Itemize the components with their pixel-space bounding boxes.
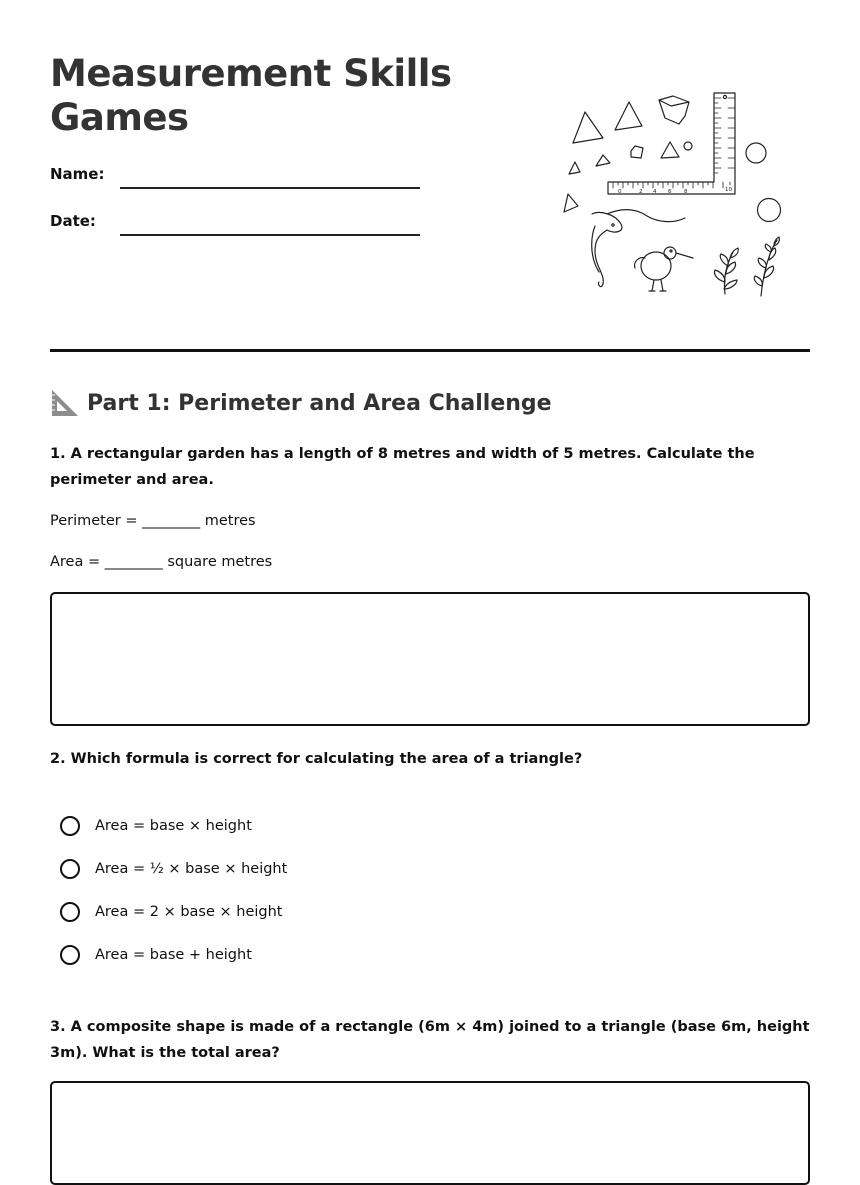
- ruler-tick-label: 2: [639, 189, 643, 195]
- option-a[interactable]: [60, 814, 252, 838]
- small-triangle-doodle: [569, 162, 580, 174]
- option-a-radio[interactable]: [60, 816, 80, 836]
- option-b[interactable]: [60, 857, 287, 881]
- perimeter-line: Perimeter = ________ metres: [50, 513, 256, 529]
- ruler-tick-label: 10: [725, 187, 732, 193]
- name-label: Name:: [50, 165, 105, 183]
- answer-box-3[interactable]: [50, 1081, 810, 1185]
- option-c-radio[interactable]: [60, 902, 80, 922]
- large-triangle-doodle: [573, 112, 603, 143]
- ruler-tick-label: 0: [618, 189, 622, 195]
- option-b-label: Area = ½ × base × height: [95, 861, 288, 877]
- option-d[interactable]: [60, 943, 252, 967]
- triangle-doodle: [615, 102, 642, 130]
- part1-heading: [50, 386, 552, 420]
- question-2-text: 2. Which formula is correct for calculating the area of a triangle?: [50, 751, 583, 767]
- option-b-radio[interactable]: [60, 859, 80, 879]
- name-field[interactable]: [120, 187, 420, 189]
- mouse-doodle: [592, 212, 622, 286]
- date-field[interactable]: [120, 234, 420, 236]
- fern-sprig-doodle: [754, 237, 779, 296]
- header-divider: [50, 349, 810, 352]
- bird-doodle: [635, 247, 693, 291]
- circle-doodle: [746, 143, 766, 163]
- ruler-tick-label: 8: [684, 189, 688, 195]
- small-circle-doodle: [684, 142, 692, 150]
- worksheet-title: Measurement Skills Games: [50, 52, 452, 139]
- option-d-label: Area = base + height: [95, 947, 252, 963]
- option-c[interactable]: [60, 900, 282, 924]
- area-line: Area = ________ square metres: [50, 554, 273, 570]
- set-square-icon: [50, 388, 80, 418]
- ruler-tick-label: 4: [653, 189, 657, 195]
- small-polyhedron-doodle: [631, 146, 643, 158]
- ruler-tick-label: 6: [668, 189, 672, 195]
- date-label: Date:: [50, 212, 96, 230]
- circle-doodle: [758, 199, 781, 222]
- triangle-doodle: [661, 142, 679, 158]
- polyhedron-doodle: [659, 96, 689, 124]
- leaf-sprig-doodle: [714, 248, 738, 294]
- question-1-text: 1. A rectangular garden has a length of 8 metres and width of 5 metres. Calculate the perimeter and area.: [50, 446, 755, 488]
- option-d-radio[interactable]: [60, 945, 80, 965]
- answer-box-1[interactable]: [50, 592, 810, 726]
- wavy-line-doodle: [607, 210, 685, 222]
- option-c-label: Area = 2 × base × height: [95, 904, 283, 920]
- question-3-text: 3. A composite shape is made of a rectangle (6m × 4m) joined to a triangle (base 6m, height 3m). What is the total area?: [50, 1019, 810, 1061]
- option-a-label: Area = base × height: [95, 818, 252, 834]
- part1-heading-text: Part 1: Perimeter and Area Challenge: [87, 390, 552, 416]
- small-triangle-doodle: [596, 155, 610, 166]
- small-triangle-doodle: [564, 194, 578, 212]
- measurement-doodles-illustration: [555, 86, 790, 300]
